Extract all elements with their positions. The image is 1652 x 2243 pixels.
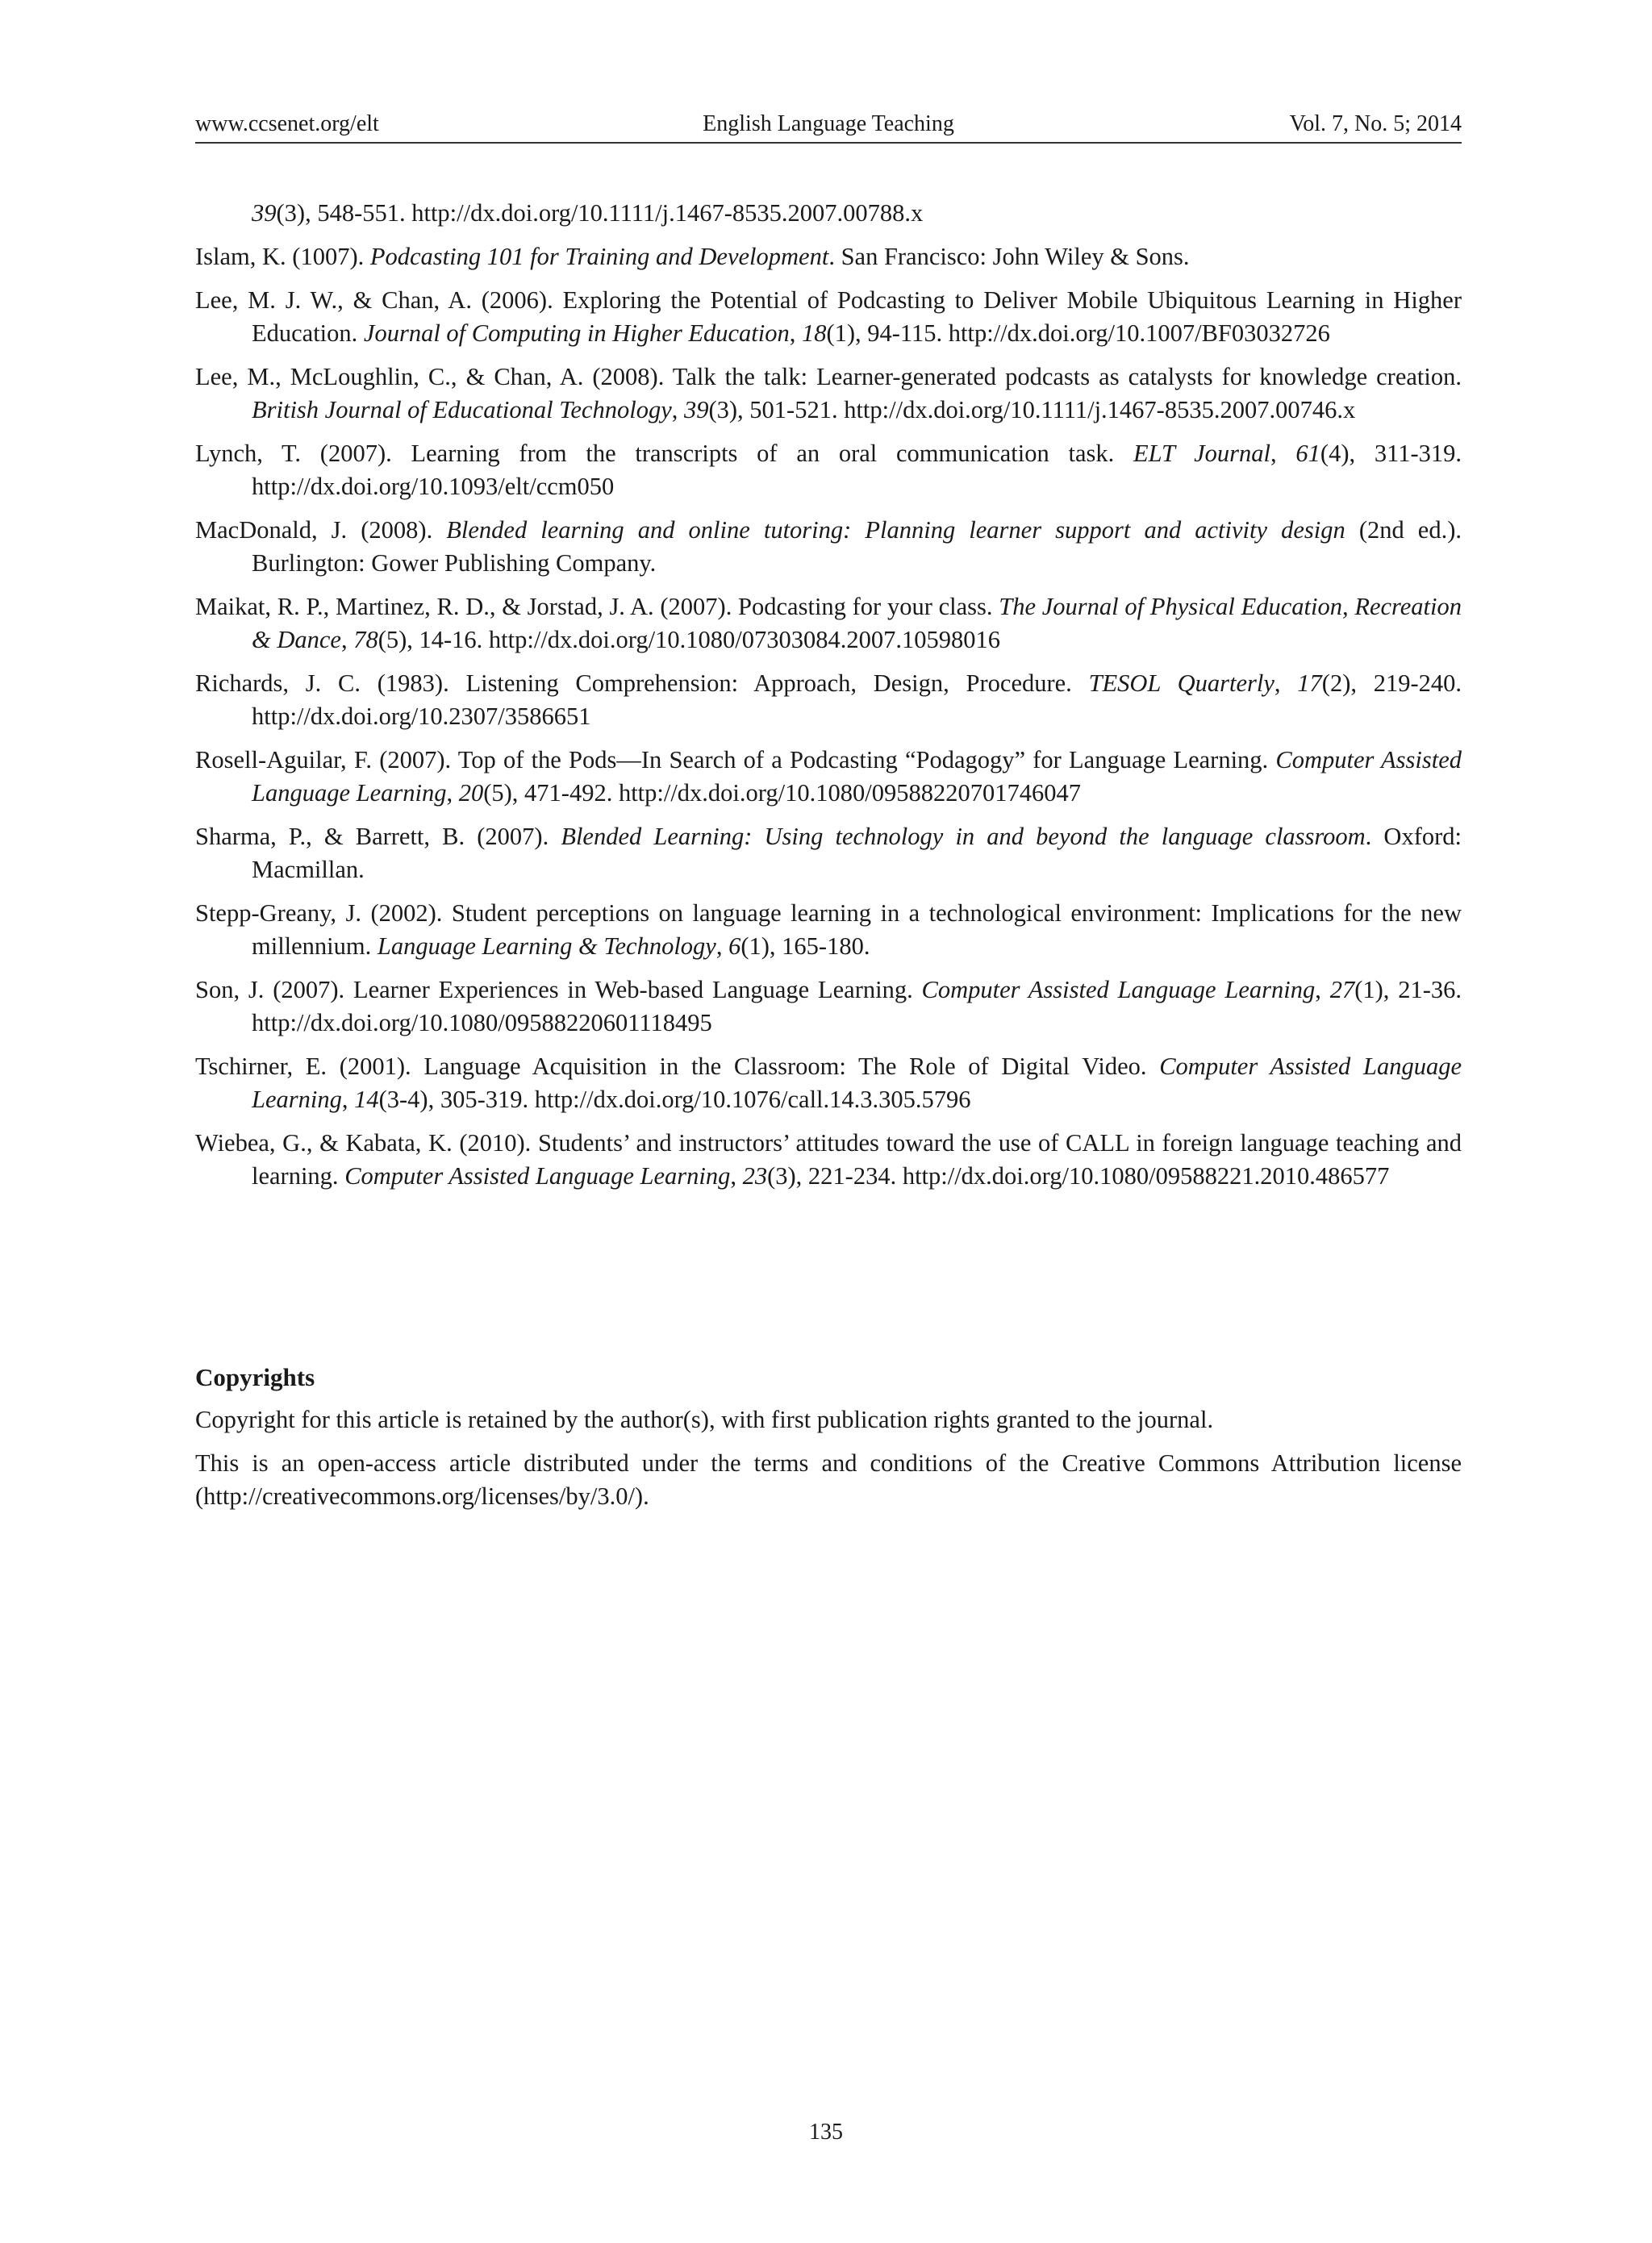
reference-text: , bbox=[671, 396, 684, 423]
reference-italic-text: The Journal of Physical Education, Recreation & Dance bbox=[252, 593, 1462, 653]
reference-italic-text: 61 bbox=[1295, 440, 1320, 467]
reference-italic-text: Computer Assisted Language Learning bbox=[921, 976, 1316, 1003]
reference-text: . San Francisco: John Wiley & Sons. bbox=[828, 243, 1190, 270]
reference-italic-text: 27 bbox=[1329, 976, 1355, 1003]
reference-text: Lee, M., McLoughlin, C., & Chan, A. (2008). Talk the talk: Learner-generated podcasts as catalysts for knowledge creation. bbox=[195, 363, 1462, 390]
reference-text: Maikat, R. P., Martinez, R. D., & Jorstad, J. A. (2007). Podcasting for your class. bbox=[195, 593, 999, 620]
reference-text: (3), 501-521. http://dx.doi.org/10.1111/j.1467-8535.2007.00746.x bbox=[708, 396, 1356, 423]
reference-text: (1), 94-115. http://dx.doi.org/10.1007/BF03032726 bbox=[826, 319, 1330, 347]
reference-text: , bbox=[1315, 976, 1330, 1003]
reference-text: Lynch, T. (2007). Learning from the transcripts of an oral communication task. bbox=[195, 440, 1133, 467]
copyright-paragraph: Copyright for this article is retained by the author(s), with first publication rights granted to the journal. bbox=[195, 1406, 1214, 1433]
reference-italic-text: 39 bbox=[683, 396, 709, 423]
reference-text: Islam, K. (1007). bbox=[195, 243, 370, 270]
journal-url: www.ccsenet.org/elt bbox=[195, 111, 379, 136]
reference-italic-text: 23 bbox=[742, 1162, 768, 1190]
reference-entry bbox=[195, 240, 1462, 273]
reference-italic-text: 6 bbox=[728, 932, 741, 960]
reference-entry bbox=[195, 361, 1462, 427]
reference-text: (1), 165-180. bbox=[740, 932, 870, 960]
reference-text: Stepp-Greany, J. (2002). Student perceptions on language learning in a technological environment: Implications for the new millennium. bbox=[195, 899, 1462, 960]
reference-italic-text: Computer Assisted Language Learning bbox=[252, 746, 1462, 807]
reference-text: Richards, J. C. (1983). Listening Comprehension: Approach, Design, Procedure. bbox=[195, 669, 1089, 697]
page-number: 135 bbox=[809, 2120, 843, 2145]
license-paragraph: This is an open-access article distributed under the terms and conditions of the Creative Commons Attribution license (http://creativecommons.org/licenses/by/3.0/). bbox=[195, 1449, 1462, 1510]
reference-entry bbox=[195, 744, 1462, 810]
reference-text: Wiebea, G., & Kabata, K. (2010). Students’ and instructors’ attitudes toward the use of CALL in foreign language teaching and learning. bbox=[195, 1129, 1462, 1190]
reference-entry bbox=[195, 820, 1462, 886]
reference-list bbox=[195, 197, 1462, 1203]
reference-italic-text: Computer Assisted Language Learning bbox=[252, 1053, 1462, 1113]
reference-italic-text: Blended learning and online tutoring: Planning learner support and activity design bbox=[446, 516, 1345, 544]
reference-text: Son, J. (2007). Learner Experiences in Web-based Language Learning. bbox=[195, 976, 922, 1003]
reference-entry bbox=[195, 590, 1462, 657]
copyrights-section bbox=[195, 1361, 1462, 1524]
reference-text: (2), 219-240. http://dx.doi.org/10.2307/3586651 bbox=[252, 669, 1462, 730]
reference-text: Tschirner, E. (2001). Language Acquisition in the Classroom: The Role of Digital Video. bbox=[195, 1053, 1160, 1080]
reference-entry bbox=[195, 897, 1462, 963]
reference-entry bbox=[195, 1050, 1462, 1116]
reference-text: (5), 471-492. http://dx.doi.org/10.1080/09588220701746047 bbox=[483, 779, 1081, 807]
reference-entry bbox=[195, 437, 1462, 503]
reference-text: (2nd ed.). Burlington: Gower Publishing Company. bbox=[252, 516, 1462, 577]
reference-italic-text: 17 bbox=[1297, 669, 1322, 697]
reference-italic-text: Journal of Computing in Higher Education bbox=[363, 319, 790, 347]
reference-entry bbox=[195, 514, 1462, 580]
running-header bbox=[195, 106, 1462, 144]
reference-text: (3-4), 305-319. http://dx.doi.org/10.1076/call.14.3.305.5796 bbox=[378, 1086, 971, 1113]
reference-text: , bbox=[1274, 669, 1298, 697]
reference-text: (3), 221-234. http://dx.doi.org/10.1080/09588221.2010.486577 bbox=[767, 1162, 1390, 1190]
reference-italic-text: Language Learning & Technology bbox=[377, 932, 716, 960]
volume-issue: Vol. 7, No. 5; 2014 bbox=[1289, 111, 1462, 136]
section-heading: Copyrights bbox=[195, 1363, 315, 1391]
reference-italic-text: 78 bbox=[353, 626, 378, 653]
reference-italic-text: Computer Assisted Language Learning bbox=[344, 1162, 731, 1190]
reference-text: Lee, M. J. W., & Chan, A. (2006). Exploring the Potential of Podcasting to Deliver Mobile Ubiquitous Learning in Higher Education. bbox=[195, 286, 1462, 347]
reference-text: , bbox=[789, 319, 802, 347]
reference-text: , bbox=[715, 932, 729, 960]
reference-italic-text: TESOL Quarterly bbox=[1088, 669, 1274, 697]
reference-entry bbox=[195, 284, 1462, 350]
reference-text: , bbox=[730, 1162, 743, 1190]
reference-text: (1), 21-36. http://dx.doi.org/10.1080/09588220601118495 bbox=[252, 976, 1462, 1036]
reference-entry bbox=[195, 1127, 1462, 1193]
reference-text: (3), 548-551. http://dx.doi.org/10.1111/j.1467-8535.2007.00788.x bbox=[276, 199, 924, 227]
reference-italic-text: British Journal of Educational Technology bbox=[252, 396, 672, 423]
reference-text: (4), 311-319. http://dx.doi.org/10.1093/elt/ccm050 bbox=[252, 440, 1462, 500]
reference-text: , bbox=[341, 1086, 355, 1113]
reference-italic-text: ELT Journal bbox=[1133, 440, 1271, 467]
reference-italic-text: 20 bbox=[458, 779, 484, 807]
reference-text: , bbox=[446, 779, 459, 807]
reference-text: Rosell-Aguilar, F. (2007). Top of the Pods—In Search of a Podcasting “Podagogy” for Language Learning. bbox=[195, 746, 1276, 773]
reference-text: . Oxford: Macmillan. bbox=[252, 823, 1462, 883]
reference-italic-text: 14 bbox=[354, 1086, 379, 1113]
reference-italic-text: 39 bbox=[252, 199, 277, 227]
reference-text: Sharma, P., & Barrett, B. (2007). bbox=[195, 823, 561, 850]
reference-entry bbox=[195, 667, 1462, 733]
reference-entry bbox=[195, 973, 1462, 1040]
journal-name: English Language Teaching bbox=[703, 111, 954, 136]
reference-text: MacDonald, J. (2008). bbox=[195, 516, 447, 544]
reference-italic-text: Podcasting 101 for Training and Development bbox=[369, 243, 829, 270]
reference-italic-text: Blended Learning: Using technology in and beyond the language classroom bbox=[561, 823, 1366, 850]
reference-entry bbox=[195, 197, 1462, 230]
reference-text: , bbox=[1270, 440, 1296, 467]
reference-text: (5), 14-16. http://dx.doi.org/10.1080/07303084.2007.10598016 bbox=[378, 626, 1000, 653]
reference-italic-text: 18 bbox=[801, 319, 827, 347]
reference-text: , bbox=[340, 626, 354, 653]
